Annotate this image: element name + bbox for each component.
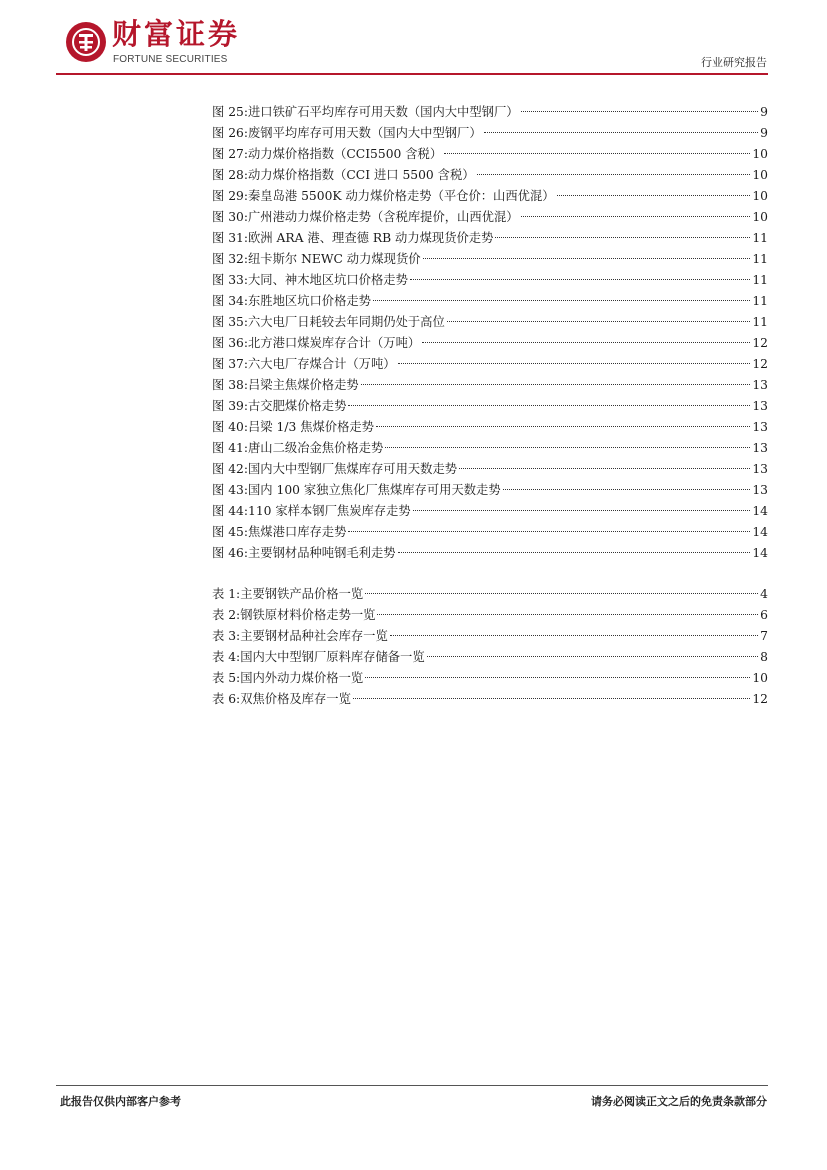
- toc-leader-dots: [427, 656, 759, 657]
- toc-entry[interactable]: [212, 543, 768, 564]
- toc-entry-label: 图 25:: [212, 105, 248, 119]
- logo-wordmark-cn: 财富证券: [112, 17, 241, 51]
- toc-entry-title: 吕梁 1/3 焦煤价格走势: [248, 420, 374, 434]
- toc-entry-title: 主要钢材品种吨钢毛利走势: [248, 546, 396, 560]
- toc-entry-label: 图 34:: [212, 294, 248, 308]
- toc-leader-dots: [459, 468, 750, 469]
- toc-entry-title: 动力煤价格指数（CCI5500 含税）: [248, 147, 443, 161]
- toc-entry-page: 11: [752, 315, 768, 329]
- toc-entry-title: 双焦价格及库存一览: [240, 692, 351, 706]
- toc-entry-page: 10: [752, 189, 768, 203]
- logo-wordmark-en: FORTUNE SECURITIES: [113, 54, 228, 65]
- toc-entry-label: 图 40:: [212, 420, 248, 434]
- toc-entry[interactable]: [212, 207, 768, 228]
- toc-entry-title: 国内大中型钢厂焦煤库存可用天数走势: [248, 462, 458, 476]
- toc-entry[interactable]: [212, 605, 768, 626]
- toc-entry-title: 六大电厂日耗较去年同期仍处于高位: [248, 315, 445, 329]
- toc-entry-label: 图 26:: [212, 126, 248, 140]
- toc-entry-title: 国内大中型钢厂原料库存储备一览: [240, 650, 425, 664]
- toc-entry[interactable]: [212, 501, 768, 522]
- toc-entry[interactable]: [212, 668, 768, 689]
- toc-entry-label: 图 36:: [212, 336, 248, 350]
- footer-disclaimer-right: 请务必阅读正文之后的免责条款部分: [591, 1095, 767, 1108]
- toc-entry-label: 图 45:: [212, 525, 248, 539]
- toc-leader-dots: [477, 174, 751, 175]
- toc-entry[interactable]: [212, 102, 768, 123]
- toc-entry-label: 图 46:: [212, 546, 248, 560]
- figure-list: [212, 102, 768, 564]
- toc-entry-label: 图 31:: [212, 231, 248, 245]
- toc-leader-dots: [365, 593, 758, 594]
- toc-entry-label: 图 43:: [212, 483, 248, 497]
- toc-entry[interactable]: [212, 438, 768, 459]
- toc-entry-title: 广州港动力煤价格走势（含税库提价，山西优混）: [248, 210, 519, 224]
- toc-entry-label: 表 2:: [212, 608, 241, 622]
- toc-entry-title: 吕梁主焦煤价格走势: [248, 378, 359, 392]
- toc-entry-page: 12: [752, 692, 768, 706]
- toc-entry-label: 表 3:: [212, 629, 241, 643]
- toc-entry-label: 图 37:: [212, 357, 248, 371]
- toc-leader-dots: [495, 237, 750, 238]
- toc-entry-label: 图 28:: [212, 168, 248, 182]
- toc-leader-dots: [484, 132, 759, 133]
- toc-entry-label: 图 38:: [212, 378, 248, 392]
- toc-entry-page: 14: [752, 546, 768, 560]
- toc-entry[interactable]: [212, 333, 768, 354]
- header-divider: [56, 73, 768, 75]
- toc-leader-dots: [348, 531, 750, 532]
- toc-entry-title: 国内 100 家独立焦化厂焦煤库存可用天数走势: [248, 483, 501, 497]
- toc-leader-dots: [398, 363, 751, 364]
- toc-entry-label: 图 44:: [212, 504, 248, 518]
- toc-entry-label: 图 33:: [212, 273, 248, 287]
- toc-entry-page: 4: [760, 587, 768, 601]
- toc-entry-title: 废钢平均库存可用天数（国内大中型钢厂）: [248, 126, 482, 140]
- toc-leader-dots: [348, 405, 750, 406]
- toc-entry-page: 13: [752, 399, 768, 413]
- toc-leader-dots: [521, 216, 751, 217]
- toc-entry-title: 主要钢材品种社会库存一览: [240, 629, 388, 643]
- toc-entry-title: 主要钢铁产品价格一览: [240, 587, 364, 601]
- table-of-contents: [212, 102, 768, 710]
- toc-entry[interactable]: [212, 647, 768, 668]
- toc-entry[interactable]: [212, 417, 768, 438]
- toc-entry-label: 表 6:: [212, 692, 241, 706]
- toc-entry-title: 古交肥煤价格走势: [248, 399, 347, 413]
- toc-entry-title: 国内外动力煤价格一览: [240, 671, 364, 685]
- toc-entry-label: 图 41:: [212, 441, 248, 455]
- toc-entry[interactable]: [212, 584, 768, 605]
- toc-entry[interactable]: [212, 375, 768, 396]
- toc-entry-page: 14: [752, 525, 768, 539]
- section-gap: [212, 564, 768, 584]
- toc-entry[interactable]: [212, 144, 768, 165]
- toc-entry-title: 纽卡斯尔 NEWC 动力煤现货价: [248, 252, 421, 266]
- toc-entry-page: 13: [752, 441, 768, 455]
- toc-entry-label: 图 29:: [212, 189, 248, 203]
- toc-leader-dots: [410, 279, 750, 280]
- toc-entry[interactable]: [212, 249, 768, 270]
- toc-entry-page: 10: [752, 147, 768, 161]
- toc-leader-dots: [376, 426, 750, 427]
- toc-entry[interactable]: [212, 228, 768, 249]
- toc-leader-dots: [444, 153, 750, 154]
- toc-entry-label: 图 42:: [212, 462, 248, 476]
- toc-leader-dots: [390, 635, 758, 636]
- toc-entry-page: 8: [760, 650, 768, 664]
- toc-entry-title: 六大电厂存煤合计（万吨）: [248, 357, 396, 371]
- toc-entry[interactable]: [212, 165, 768, 186]
- toc-leader-dots: [423, 258, 751, 259]
- toc-leader-dots: [503, 489, 751, 490]
- toc-entry[interactable]: [212, 626, 768, 647]
- toc-entry-title: 动力煤价格指数（CCI 进口 5500 含税）: [248, 168, 475, 182]
- toc-entry[interactable]: [212, 396, 768, 417]
- toc-entry-page: 11: [752, 231, 768, 245]
- toc-leader-dots: [353, 698, 750, 699]
- toc-leader-dots: [447, 321, 751, 322]
- toc-leader-dots: [521, 111, 759, 112]
- toc-entry[interactable]: [212, 123, 768, 144]
- logo-icon: [66, 22, 106, 62]
- toc-entry-title: 唐山二级冶金焦价格走势: [248, 441, 384, 455]
- toc-entry-page: 11: [752, 252, 768, 266]
- toc-entry-title: 秦皇岛港 5500K 动力煤价格走势（平仓价：山西优混）: [248, 189, 555, 203]
- toc-entry[interactable]: [212, 270, 768, 291]
- toc-entry[interactable]: [212, 186, 768, 207]
- footer-divider: [56, 1085, 768, 1086]
- toc-entry-title: 欧洲 ARA 港、理查德 RB 动力煤现货价走势: [248, 231, 494, 245]
- toc-entry[interactable]: [212, 689, 768, 710]
- toc-entry-page: 9: [760, 126, 768, 140]
- toc-entry-label: 图 30:: [212, 210, 248, 224]
- toc-entry-title: 北方港口煤炭库存合计（万吨）: [248, 336, 421, 350]
- toc-entry-page: 11: [752, 273, 768, 287]
- toc-entry-title: 大同、神木地区坑口价格走势: [248, 273, 408, 287]
- toc-entry-page: 12: [752, 336, 768, 350]
- toc-entry-title: 东胜地区坑口价格走势: [248, 294, 371, 308]
- toc-leader-dots: [361, 384, 751, 385]
- page-header: [0, 0, 827, 80]
- toc-entry-page: 13: [752, 483, 768, 497]
- toc-leader-dots: [422, 342, 750, 343]
- toc-entry-page: 13: [752, 378, 768, 392]
- toc-entry-page: 7: [760, 629, 768, 643]
- toc-entry-label: 表 4:: [212, 650, 241, 664]
- toc-entry-title: 焦煤港口库存走势: [248, 525, 347, 539]
- toc-entry-label: 图 35:: [212, 315, 248, 329]
- toc-entry-page: 14: [752, 504, 768, 518]
- toc-entry-page: 13: [752, 462, 768, 476]
- toc-entry-title: 钢铁原材料价格走势一览: [240, 608, 376, 622]
- toc-entry-page: 9: [760, 105, 768, 119]
- toc-entry-label: 表 1:: [212, 587, 241, 601]
- toc-leader-dots: [385, 447, 750, 448]
- toc-entry[interactable]: [212, 522, 768, 543]
- toc-leader-dots: [365, 677, 750, 678]
- toc-entry-title: 进口铁矿石平均库存可用天数（国内大中型钢厂）: [248, 105, 519, 119]
- toc-entry-page: 10: [752, 210, 768, 224]
- footer-disclaimer-left: 此报告仅供内部客户参考: [60, 1095, 181, 1108]
- logo-seal-glyph-icon: [71, 27, 101, 57]
- table-list: [212, 584, 768, 710]
- toc-entry[interactable]: [212, 312, 768, 333]
- toc-entry-page: 12: [752, 357, 768, 371]
- toc-entry-label: 图 39:: [212, 399, 248, 413]
- toc-entry-page: 10: [752, 168, 768, 182]
- toc-leader-dots: [413, 510, 751, 511]
- toc-entry[interactable]: [212, 459, 768, 480]
- toc-entry[interactable]: [212, 354, 768, 375]
- report-type: 行业研究报告: [701, 56, 767, 69]
- toc-entry[interactable]: [212, 480, 768, 501]
- toc-entry-page: 10: [752, 671, 768, 685]
- toc-entry-page: 13: [752, 420, 768, 434]
- toc-entry-page: 6: [760, 608, 768, 622]
- toc-entry-label: 图 32:: [212, 252, 248, 266]
- toc-leader-dots: [377, 614, 758, 615]
- toc-leader-dots: [373, 300, 750, 301]
- toc-leader-dots: [398, 552, 751, 553]
- toc-entry-page: 11: [752, 294, 768, 308]
- toc-entry[interactable]: [212, 291, 768, 312]
- toc-entry-label: 图 27:: [212, 147, 248, 161]
- toc-leader-dots: [557, 195, 751, 196]
- toc-entry-label: 表 5:: [212, 671, 241, 685]
- toc-entry-title: 110 家样本钢厂焦炭库存走势: [248, 504, 411, 518]
